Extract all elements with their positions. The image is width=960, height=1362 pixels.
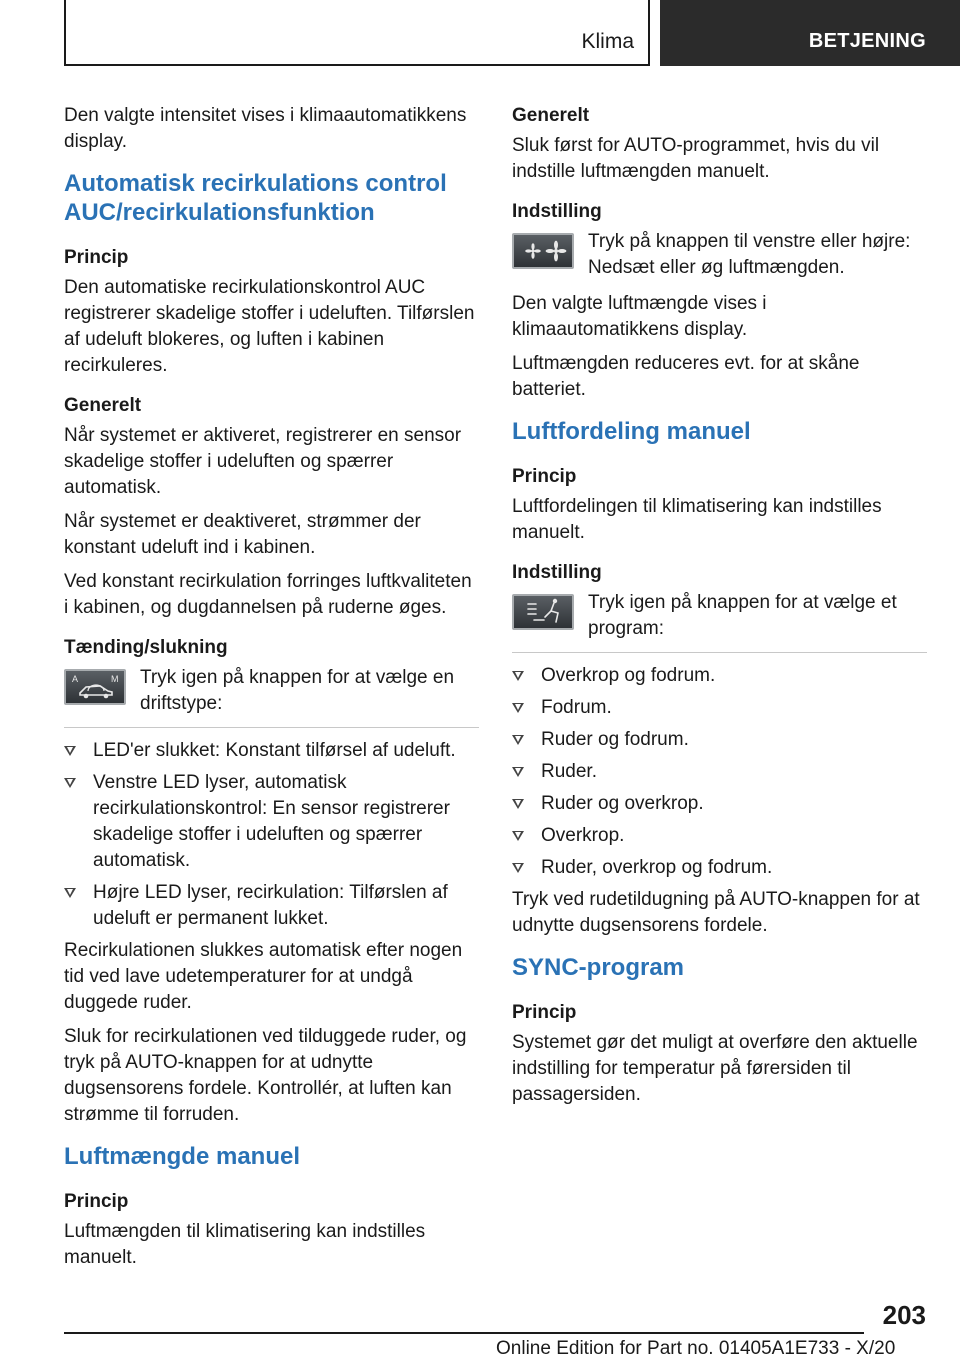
luftfordeling-princip-paragraph: Luftfordelingen til klimatisering kan indstilles manuelt. <box>512 496 882 543</box>
sync-heading: SYNC-program <box>512 954 685 981</box>
princip-paragraph: Den automatiske recirkulationskontrol AUC registrerer skadelige stoffer i udeluften. Tilførslen af udeluft blokeres, og luften i kabinen recirkuleres. <box>64 277 475 376</box>
header-rule-left <box>64 0 66 66</box>
intro-paragraph: Den valgte intensitet vises i klimaautomatikkens display. <box>64 105 467 152</box>
display-paragraph: Den valgte luftmængde vises i klimaautomatikkens display. <box>512 293 767 340</box>
button-label-m: M <box>111 674 119 684</box>
recirk-paragraph-1: Recirkulationen slukkes automatisk efter nogen tid ved lave udetemperaturer for at undgå duggede ruder. <box>64 940 463 1013</box>
header-chapter-tab <box>660 0 960 66</box>
divider <box>512 652 927 653</box>
generelt-paragraph-right: Sluk først for AUTO-programmet, hvis du vil indstille luftmængden manuelt. <box>512 135 880 182</box>
list-item: Ruder. <box>512 759 927 785</box>
luftfordeling-heading: Luftfordeling manuel <box>512 418 751 445</box>
header-rule-bottom <box>64 64 650 66</box>
generelt-heading-right: Generelt <box>512 105 590 126</box>
list-item: Fodrum. <box>512 695 927 721</box>
right-column <box>512 103 927 1116</box>
list-item: Ruder, overkrop og fodrum. <box>512 855 927 881</box>
dugning-paragraph: Tryk ved rudetildugning på AUTO-knappen for at udnytte dugsensorens fordele. <box>512 889 920 936</box>
luftfordeling-princip-heading: Princip <box>512 466 577 487</box>
taending-heading: Tænding/slukning <box>64 637 228 658</box>
list-item: Ruder og overkrop. <box>512 791 927 817</box>
distribution-button-row <box>512 590 927 642</box>
header-chapter-label: BETJENING <box>808 30 926 52</box>
luftmaengde-princip-heading: Princip <box>64 1191 129 1212</box>
air-distribution-button-icon <box>512 594 574 630</box>
page-number: 203 <box>882 1300 926 1330</box>
indstilling-heading: Indstilling <box>512 201 602 222</box>
footer-edition: Online Edition for Part no. 01405A1E733 - X/20 <box>496 1338 896 1359</box>
auc-button-row <box>64 665 479 717</box>
recirculation-button-icon <box>64 669 126 705</box>
list-item: LED'er slukket: Konstant tilførsel af udeluft. <box>64 738 479 764</box>
auc-heading: Automatisk recirkulations control AUC/recirkulationsfunktion <box>64 170 447 226</box>
battery-paragraph: Luftmængden reduceres evt. for at skåne batteriet. <box>512 353 860 400</box>
luftmaengde-heading: Luftmængde manuel <box>64 1143 301 1170</box>
fan-button-row <box>512 229 927 281</box>
header-rule-right <box>648 0 650 66</box>
sync-princip-heading: Princip <box>512 1002 577 1023</box>
taending-list <box>64 738 479 932</box>
divider <box>64 727 479 728</box>
sync-princip-paragraph: Systemet gør det muligt at overføre den aktuelle indstilling for temperatur på førersiden til passagersiden. <box>512 1032 918 1105</box>
recirk-paragraph-2: Sluk for recirkulationen ved tilduggede ruder, og tryk på AUTO-knappen for at udnytte dugsensorens fordele. Kontrollér, at luften kan strømme til forruden. <box>64 1026 467 1125</box>
generelt-heading: Generelt <box>64 395 142 416</box>
left-column <box>64 103 479 1279</box>
list-item: Overkrop og fodrum. <box>512 663 927 689</box>
fan-button-icon <box>512 233 574 269</box>
program-list <box>512 663 927 881</box>
auc-button-text: Tryk igen på knappen for at vælge en driftstype: <box>140 667 455 714</box>
button-label-a: A <box>72 674 79 684</box>
fan-button-text: Tryk på knappen til venstre eller højre: Nedsæt eller øg luftmængden. <box>588 231 911 278</box>
list-item: Venstre LED lyser, automatisk recirkulationskontrol: En sensor registrerer skadelige stoffer i udeluften og spærrer automatisk. <box>64 770 479 874</box>
luftmaengde-princip-paragraph: Luftmængden til klimatisering kan indstilles manuelt. <box>64 1221 426 1268</box>
generelt-paragraph-1: Når systemet er aktiveret, registrerer en sensor skadelige stoffer i udeluften og spærrer automatisk. <box>64 425 462 498</box>
luftfordeling-indstilling-heading: Indstilling <box>512 562 602 583</box>
generelt-paragraph-2: Når systemet er deaktiveret, strømmer der konstant udeluft ind i kabinen. <box>64 511 421 558</box>
footer-rule <box>64 1332 864 1334</box>
list-item: Ruder og fodrum. <box>512 727 927 753</box>
generelt-paragraph-3: Ved konstant recirkulation forringes luftkvaliteten i kabinen, og dugdannelsen på ruderne øges. <box>64 571 472 618</box>
header-section-title: Klima <box>581 30 634 53</box>
princip-heading: Princip <box>64 247 129 268</box>
list-item: Højre LED lyser, recirkulation: Tilførslen af udeluft er permanent lukket. <box>64 880 479 932</box>
list-item: Overkrop. <box>512 823 927 849</box>
distribution-button-text: Tryk igen på knappen for at vælge et program: <box>588 592 897 639</box>
